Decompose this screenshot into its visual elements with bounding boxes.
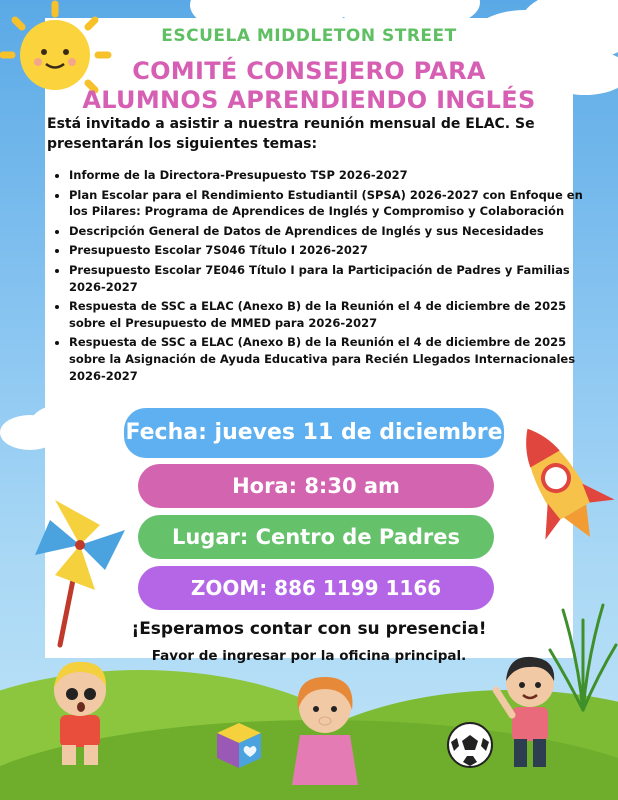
date-pill xyxy=(124,408,504,458)
zoom-pill xyxy=(138,566,494,610)
place-pill xyxy=(138,515,494,559)
topic-item: • Presupuesto Escolar 7S046 Título I 2026-2027 xyxy=(69,242,589,259)
child-middle-icon xyxy=(280,665,370,795)
place-label: Lugar: Centro de Padres xyxy=(171,525,461,549)
date-label: Fecha: jueves 11 de diciembre xyxy=(125,420,503,445)
topic-list xyxy=(47,167,589,387)
intro-line-2: presentarán los siguientes temas: xyxy=(47,136,318,152)
topic-item: • Respuesta de SSC a ELAC (Anexo B) de la Reunión el 4 de diciembre de 2025 sobre el Presupuesto de MMED para 2026-2027 xyxy=(69,298,589,331)
topic-item: • Descripción General de Datos de Aprendices de Inglés y sus Necesidades xyxy=(69,223,589,240)
intro-line-1: Está invitado a asistir a nuestra reunión mensual de ELAC. Se xyxy=(47,116,535,132)
closing-line-1: ¡Esperamos contar con su presencia! xyxy=(131,619,487,639)
school-name: ESCUELA MIDDLETON STREET xyxy=(161,26,457,46)
zoom-label: ZOOM: 886 1199 1166 xyxy=(190,576,442,600)
child-left-icon xyxy=(40,650,120,770)
topic-item: • Respuesta de SSC a ELAC (Anexo B) de la Reunión el 4 de diciembre de 2025 sobre la Asignación de Ayuda Educativa para Recién Llegados Internacionales 2026-2027 xyxy=(69,334,589,384)
toy-block-icon xyxy=(212,718,266,772)
intro-text xyxy=(47,114,567,154)
soccer-ball-icon xyxy=(445,720,495,770)
topic-item: • Presupuesto Escolar 7E046 Título I para la Participación de Padres y Familias 2026-2027 xyxy=(69,262,589,295)
time-label: Hora: 8:30 am xyxy=(232,474,400,498)
child-right-icon xyxy=(490,645,570,775)
rocket-icon xyxy=(505,415,615,555)
title-line-2: ALUMNOS APRENDIENDO INGLÉS xyxy=(82,86,536,114)
time-pill xyxy=(138,464,494,508)
title-line-1: COMITÉ CONSEJERO PARA xyxy=(132,57,486,85)
topic-item: • Informe de la Directora-Presupuesto TSP 2026-2027 xyxy=(69,167,589,184)
topic-item: • Plan Escolar para el Rendimiento Estudiantil (SPSA) 2026-2027 con Enfoque en los Pilares: Programa de Aprendices de Inglés y Compromiso y Colaboración xyxy=(69,187,589,220)
closing-line-2: Favor de ingresar por la oficina principal. xyxy=(151,648,467,664)
